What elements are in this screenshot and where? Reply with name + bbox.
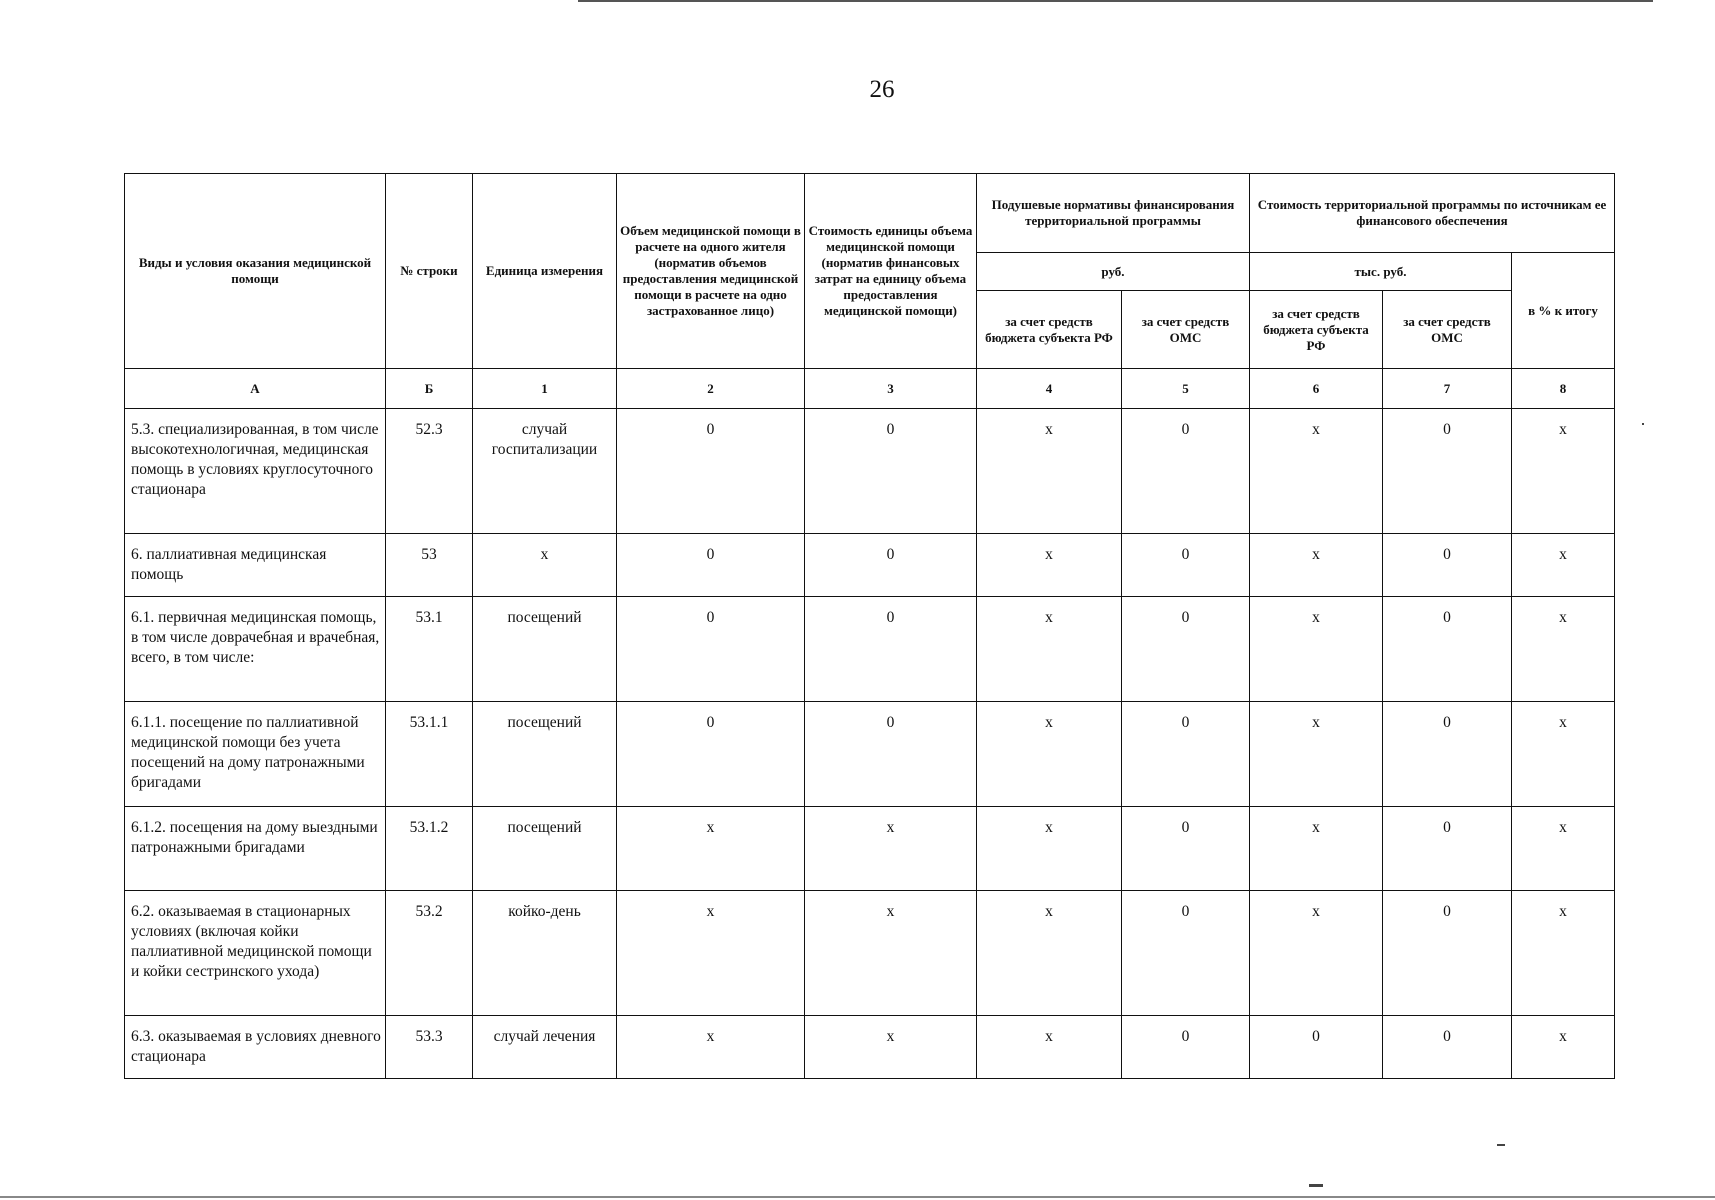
cell-col-7: 0 [1383,1016,1512,1079]
cell-col-8: х [1512,1016,1615,1079]
cell-col-6: х [1250,597,1383,702]
row-unit: х [473,534,617,597]
cell-col-5: 0 [1122,1016,1250,1079]
cell-col-4: х [977,1016,1122,1079]
header-percent-of-total: в % к итогу [1512,253,1615,369]
column-index: 6 [1250,369,1383,409]
row-number: 53.1.2 [386,807,473,891]
header-unit-rub: руб. [977,253,1250,291]
row-name: 6.1.2. посещения на дому выездными патронажными бригадами [125,807,386,891]
header-type-of-care: Виды и условия оказания медицинской помощи [125,174,386,369]
cell-col-5: 0 [1122,891,1250,1016]
cell-col-6: х [1250,702,1383,807]
row-number: 53.3 [386,1016,473,1079]
financing-table [124,173,1615,1079]
header-row-number: № строки [386,174,473,369]
table-row [125,597,1615,702]
row-name: 6. паллиативная медицинская помощь [125,534,386,597]
header-per-capita-group: Подушевые нормативы финансирования территориальной программы [977,174,1250,253]
column-index: Б [386,369,473,409]
row-name: 6.1.1. посещение по паллиативной медицинской помощи без учета посещений на дому патронажными бригадами [125,702,386,807]
cell-col-3: х [805,807,977,891]
cell-col-6: х [1250,891,1383,1016]
cell-col-6: х [1250,534,1383,597]
cell-col-2: х [617,1016,805,1079]
top-scan-rule [578,0,1653,2]
cell-col-2: х [617,807,805,891]
header-oms-2: за счет средств ОМС [1383,291,1512,369]
column-index-row [125,369,1615,409]
scan-speck [1309,1184,1323,1187]
column-index: 5 [1122,369,1250,409]
column-index: 2 [617,369,805,409]
cell-col-6: 0 [1250,1016,1383,1079]
row-number: 53.2 [386,891,473,1016]
cell-col-8: х [1512,409,1615,534]
row-unit: посещений [473,597,617,702]
cell-col-5: 0 [1122,807,1250,891]
header-unit-thousand-rub: тыс. руб. [1250,253,1512,291]
column-index: 7 [1383,369,1512,409]
row-name: 5.3. специализированная, в том числе высокотехнологичная, медицинская помощь в условиях круглосуточного стационара [125,409,386,534]
header-oms: за счет средств ОМС [1122,291,1250,369]
row-number: 52.3 [386,409,473,534]
cell-col-4: х [977,702,1122,807]
cell-col-2: 0 [617,534,805,597]
cell-col-3: 0 [805,702,977,807]
row-number: 53.1 [386,597,473,702]
cell-col-2: 0 [617,702,805,807]
table-row [125,891,1615,1016]
scan-speck [1642,423,1644,425]
row-unit: случай лечения [473,1016,617,1079]
table-row [125,409,1615,534]
row-unit: случай госпитализации [473,409,617,534]
cell-col-8: х [1512,597,1615,702]
cell-col-8: х [1512,534,1615,597]
cell-col-3: 0 [805,597,977,702]
cell-col-7: 0 [1383,891,1512,1016]
cell-col-2: 0 [617,597,805,702]
cell-col-3: х [805,1016,977,1079]
cell-col-5: 0 [1122,409,1250,534]
cell-col-4: х [977,807,1122,891]
row-name: 6.1. первичная медицинская помощь, в том числе доврачебная и врачебная, всего, в том числе: [125,597,386,702]
cell-col-4: х [977,597,1122,702]
cell-col-5: 0 [1122,597,1250,702]
cell-col-2: х [617,891,805,1016]
row-name: 6.2. оказываемая в стационарных условиях (включая койки паллиативной медицинской помощи и койки сестринского ухода) [125,891,386,1016]
cell-col-3: 0 [805,409,977,534]
cell-col-5: 0 [1122,534,1250,597]
cell-col-3: х [805,891,977,1016]
cell-col-5: 0 [1122,702,1250,807]
column-index: А [125,369,386,409]
cell-col-7: 0 [1383,807,1512,891]
column-index: 4 [977,369,1122,409]
table-row [125,1016,1615,1079]
cell-col-6: х [1250,409,1383,534]
cell-col-4: х [977,891,1122,1016]
cell-col-4: х [977,409,1122,534]
row-name: 6.3. оказываемая в условиях дневного стационара [125,1016,386,1079]
table-row [125,807,1615,891]
cell-col-2: 0 [617,409,805,534]
cell-col-8: х [1512,702,1615,807]
row-unit: койко-день [473,891,617,1016]
page-number: 26 [869,76,895,103]
scan-speck [1497,1144,1505,1146]
row-unit: посещений [473,807,617,891]
header-program-cost-group: Стоимость территориальной программы по источникам ее финансового обеспечения [1250,174,1615,253]
column-index: 3 [805,369,977,409]
cell-col-8: х [1512,807,1615,891]
table-row [125,534,1615,597]
header-budget-subject-2: за счет средств бюджета субъекта РФ [1250,291,1383,369]
header-unit: Единица измерения [473,174,617,369]
cell-col-8: х [1512,891,1615,1016]
header-unit-cost: Стоимость единицы объема медицинской помощи (норматив финансовых затрат на единицу объема предоставления медицинской помощи) [805,174,977,369]
table-row [125,702,1615,807]
cell-col-7: 0 [1383,534,1512,597]
cell-col-4: х [977,534,1122,597]
cell-col-7: 0 [1383,409,1512,534]
cell-col-3: 0 [805,534,977,597]
header-volume-norm: Объем медицинской помощи в расчете на одного жителя (норматив объемов предоставления медицинской помощи в расчете на одно застрахованное лицо) [617,174,805,369]
row-number: 53 [386,534,473,597]
column-index: 1 [473,369,617,409]
row-number: 53.1.1 [386,702,473,807]
cell-col-7: 0 [1383,702,1512,807]
row-unit: посещений [473,702,617,807]
cell-col-7: 0 [1383,597,1512,702]
column-index: 8 [1512,369,1615,409]
cell-col-6: х [1250,807,1383,891]
header-budget-subject: за счет средств бюджета субъекта РФ [977,291,1122,369]
bottom-scan-rule [0,1196,1715,1198]
